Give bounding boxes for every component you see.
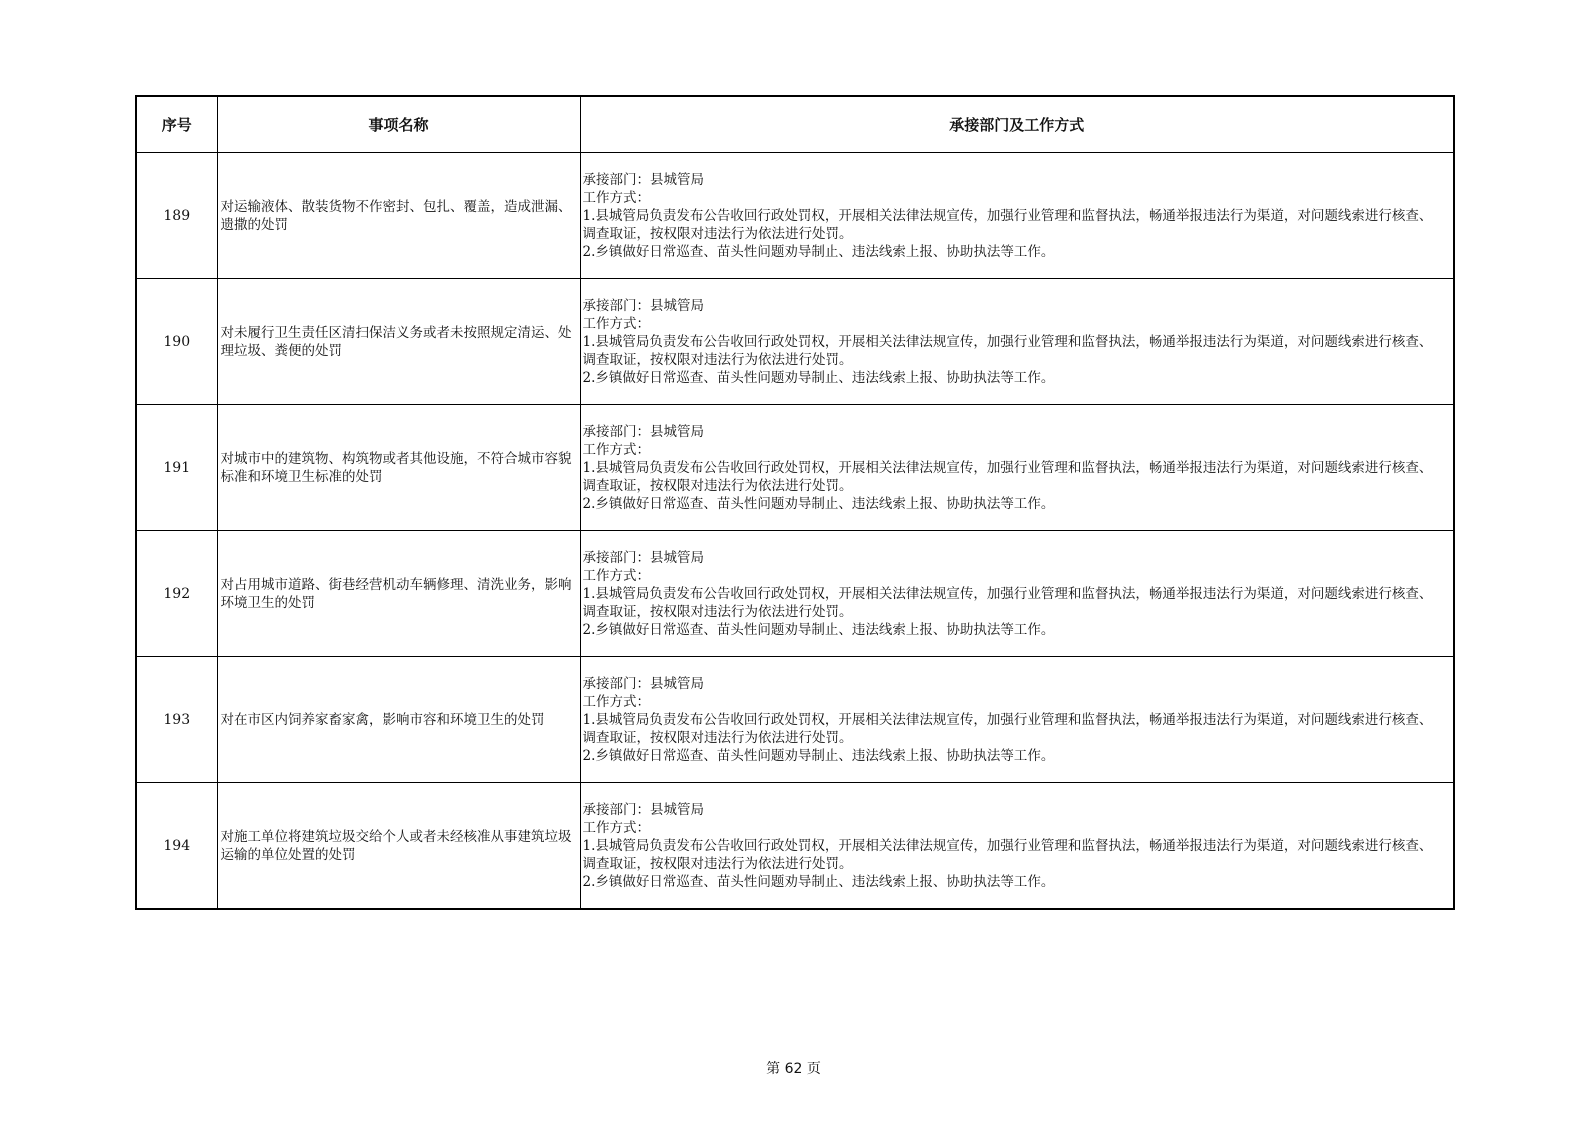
row-seq: 190 (136, 279, 217, 405)
row-seq: 191 (136, 405, 217, 531)
table-row (136, 531, 1454, 657)
row-dept (580, 531, 1454, 657)
table-row (136, 657, 1454, 783)
dept-unit: 承接部门：县城管局 (582, 549, 704, 566)
row-name-text: 对城市中的建筑物、构筑物或者其他设施，不符合城市容貌标准和环境卫生标准的处罚 (220, 450, 572, 485)
table-body (136, 153, 1454, 910)
table-row (136, 783, 1454, 910)
row-name-text: 对未履行卫生责任区清扫保洁义务或者未按照规定清运、处理垃圾、粪便的处罚 (220, 324, 572, 359)
dept-method-label: 工作方式： (582, 315, 650, 332)
dept-method-label: 工作方式： (582, 567, 650, 584)
row-dept (580, 783, 1454, 910)
row-dept (580, 405, 1454, 531)
dept-method-2: 2.乡镇做好日常巡查、苗头性问题劝导制止、违法线索上报、协助执法等工作。 (582, 621, 1055, 638)
row-name (217, 657, 580, 783)
dept-method-2: 2.乡镇做好日常巡查、苗头性问题劝导制止、违法线索上报、协助执法等工作。 (582, 747, 1055, 764)
header-name: 事项名称 (217, 96, 580, 153)
dept-unit: 承接部门：县城管局 (582, 297, 704, 314)
row-name-text: 对施工单位将建筑垃圾交给个人或者未经核准从事建筑垃圾运输的单位处置的处罚 (220, 828, 572, 863)
table-row (136, 279, 1454, 405)
header-row (136, 96, 1454, 153)
dept-method-2: 2.乡镇做好日常巡查、苗头性问题劝导制止、违法线索上报、协助执法等工作。 (582, 873, 1055, 890)
row-name (217, 531, 580, 657)
dept-unit: 承接部门：县城管局 (582, 801, 704, 818)
row-seq: 192 (136, 531, 217, 657)
table-header (136, 96, 1454, 153)
page-number: 第 62 页 (766, 1061, 821, 1077)
row-seq: 194 (136, 783, 217, 910)
row-name (217, 783, 580, 910)
row-name-text: 对运输液体、散装货物不作密封、包扎、覆盖，造成泄漏、遗撒的处罚 (220, 198, 572, 233)
row-name (217, 405, 580, 531)
dept-method-1: 1.县城管局负责发布公告收回行政处罚权，开展相关法律法规宣传，加强行业管理和监督执法，畅通举报违法行为渠道，对问题线索进行核查、调查取证，按权限对违法行为依法进行处罚。 (582, 837, 1433, 872)
dept-unit: 承接部门：县城管局 (582, 423, 704, 440)
matters-table (135, 95, 1455, 910)
table-row (136, 153, 1454, 279)
dept-method-1: 1.县城管局负责发布公告收回行政处罚权，开展相关法律法规宣传，加强行业管理和监督执法，畅通举报违法行为渠道，对问题线索进行核查、调查取证，按权限对违法行为依法进行处罚。 (582, 585, 1433, 620)
row-seq: 193 (136, 657, 217, 783)
row-name (217, 279, 580, 405)
header-seq: 序号 (136, 96, 217, 153)
dept-method-label: 工作方式： (582, 693, 650, 710)
row-dept (580, 657, 1454, 783)
dept-method-label: 工作方式： (582, 819, 650, 836)
row-seq: 189 (136, 153, 217, 279)
dept-unit: 承接部门：县城管局 (582, 171, 704, 188)
dept-unit: 承接部门：县城管局 (582, 675, 704, 692)
dept-method-2: 2.乡镇做好日常巡查、苗头性问题劝导制止、违法线索上报、协助执法等工作。 (582, 369, 1055, 386)
dept-method-1: 1.县城管局负责发布公告收回行政处罚权，开展相关法律法规宣传，加强行业管理和监督执法，畅通举报违法行为渠道，对问题线索进行核查、调查取证，按权限对违法行为依法进行处罚。 (582, 207, 1433, 242)
dept-method-2: 2.乡镇做好日常巡查、苗头性问题劝导制止、违法线索上报、协助执法等工作。 (582, 495, 1055, 512)
row-dept (580, 279, 1454, 405)
dept-method-label: 工作方式： (582, 189, 650, 206)
table-row (136, 405, 1454, 531)
row-dept (580, 153, 1454, 279)
dept-method-1: 1.县城管局负责发布公告收回行政处罚权，开展相关法律法规宣传，加强行业管理和监督执法，畅通举报违法行为渠道，对问题线索进行核查、调查取证，按权限对违法行为依法进行处罚。 (582, 459, 1433, 494)
row-name (217, 153, 580, 279)
row-name-text: 对在市区内饲养家畜家禽，影响市容和环境卫生的处罚 (220, 711, 545, 728)
header-dept: 承接部门及工作方式 (580, 96, 1454, 153)
dept-method-1: 1.县城管局负责发布公告收回行政处罚权，开展相关法律法规宣传，加强行业管理和监督执法，畅通举报违法行为渠道，对问题线索进行核查、调查取证，按权限对违法行为依法进行处罚。 (582, 333, 1433, 368)
dept-method-label: 工作方式： (582, 441, 650, 458)
dept-method-1: 1.县城管局负责发布公告收回行政处罚权，开展相关法律法规宣传，加强行业管理和监督执法，畅通举报违法行为渠道，对问题线索进行核查、调查取证，按权限对违法行为依法进行处罚。 (582, 711, 1433, 746)
row-name-text: 对占用城市道路、街巷经营机动车辆修理、清洗业务，影响环境卫生的处罚 (220, 576, 572, 611)
dept-method-2: 2.乡镇做好日常巡查、苗头性问题劝导制止、违法线索上报、协助执法等工作。 (582, 243, 1055, 260)
